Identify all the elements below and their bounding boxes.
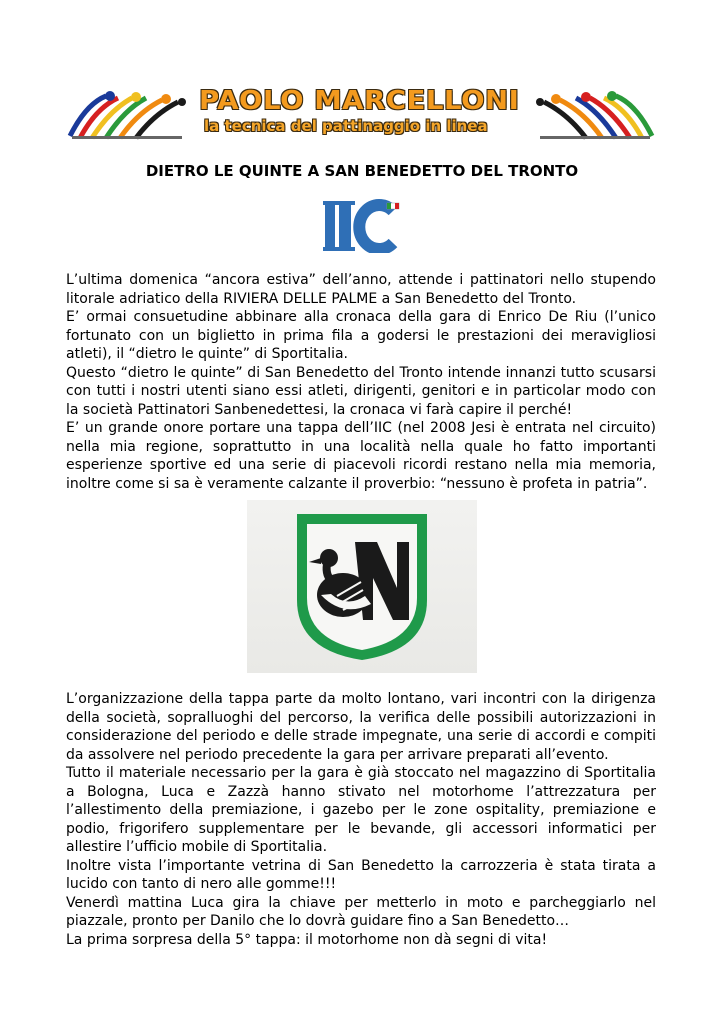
paragraph: L’organizzazione della tappa parte da molto lontano, vari incontri con la dirigenza della società, sopralluoghi del percorso, la verifica delle possibili autorizzazioni in considerazione del periodo e delle strade impegnate, una serie di accordi e compiti da assolvere nel periodo precedente la gara per arrivare preparati all’evento. xyxy=(66,691,656,763)
iic-logo xyxy=(323,197,403,253)
skaters-right-graphic xyxy=(532,86,656,142)
paragraph: Inoltre vista l’importante vetrina di San Benedetto la carrozzeria è stata tirata a lucido con tanto di nero alle gomme!!! xyxy=(66,857,656,892)
paragraph: Venerdì mattina Luca gira la chiave per metterlo in moto e parcheggiarlo nel piazzale, pronto per Danilo che lo dovrà guidare fino a San Benedetto… xyxy=(66,894,656,929)
iic-logo-text: IIC xyxy=(363,251,365,252)
article-title: DIETRO LE QUINTE A SAN BENEDETTO DEL TRONTO xyxy=(145,162,579,180)
paragraph: E’ ormai consuetudine abbinare alla cronaca della gara di Enrico De Riu (l’unico fortunato con un biglietto in prima fila a godersi le prestazioni dei meravigliosi atleti), il “dietro le quinte” di Sportitalia. xyxy=(66,309,656,362)
paragraph: Questo “dietro le quinte” di San Benedetto del Tronto intende innanzi tutto scusarsi con tutti i nostri utenti siano essi atleti, dirigenti, genitori e in particolar modo con la società Pattinatori Sanbenedettesi, la cronaca vi farà capire il perché! xyxy=(66,364,656,418)
paragraph: Tutto il materiale necessario per la gara è già stoccato nel magazzino di Sportitalia a Bologna, Luca e Zazzà hanno stivato nel motorhome l’attrezzatura per l’allestimento della premiazione, i gazebo per le zone ospitality, premiazione e podio, frigorifero supplementare per le bevande, gli accessori informatici per allestire l’ufficio mobile di Sportitalia. xyxy=(66,765,656,855)
marche-logo-photo xyxy=(247,500,477,673)
paragraph: E’ un grande onore portare una tappa dell’IIC (nel 2008 Jesi è entrata nel circuito) nella mia regione, soprattutto in una località nella quale ho fatto importanti esperienze sportive ed una serie di piacevoli ricordi restano nella mia memoria, inoltre come si sa è veramente calzante il proverbio: “nessuno è profeta in patria”. xyxy=(66,420,656,492)
brand-tagline: la tecnica del pattinaggio in linea xyxy=(204,117,488,135)
article-body-part-2 xyxy=(66,690,656,949)
article-body-part-1 xyxy=(66,271,656,493)
marche-emblem-icon xyxy=(247,500,477,673)
brand-name: PAOLO MARCELLONI xyxy=(199,86,520,116)
header-banner xyxy=(66,86,656,144)
paragraph: La prima sorpresa della 5° tappa: il motorhome non dà segni di vita! xyxy=(66,931,548,948)
skaters-left-graphic xyxy=(66,86,190,142)
paragraph: L’ultima domenica “ancora estiva” dell’anno, attende i pattinatori nello stupendo litorale adriatico della RIVIERA DELLE PALME a San Benedetto del Tronto. xyxy=(66,272,656,307)
